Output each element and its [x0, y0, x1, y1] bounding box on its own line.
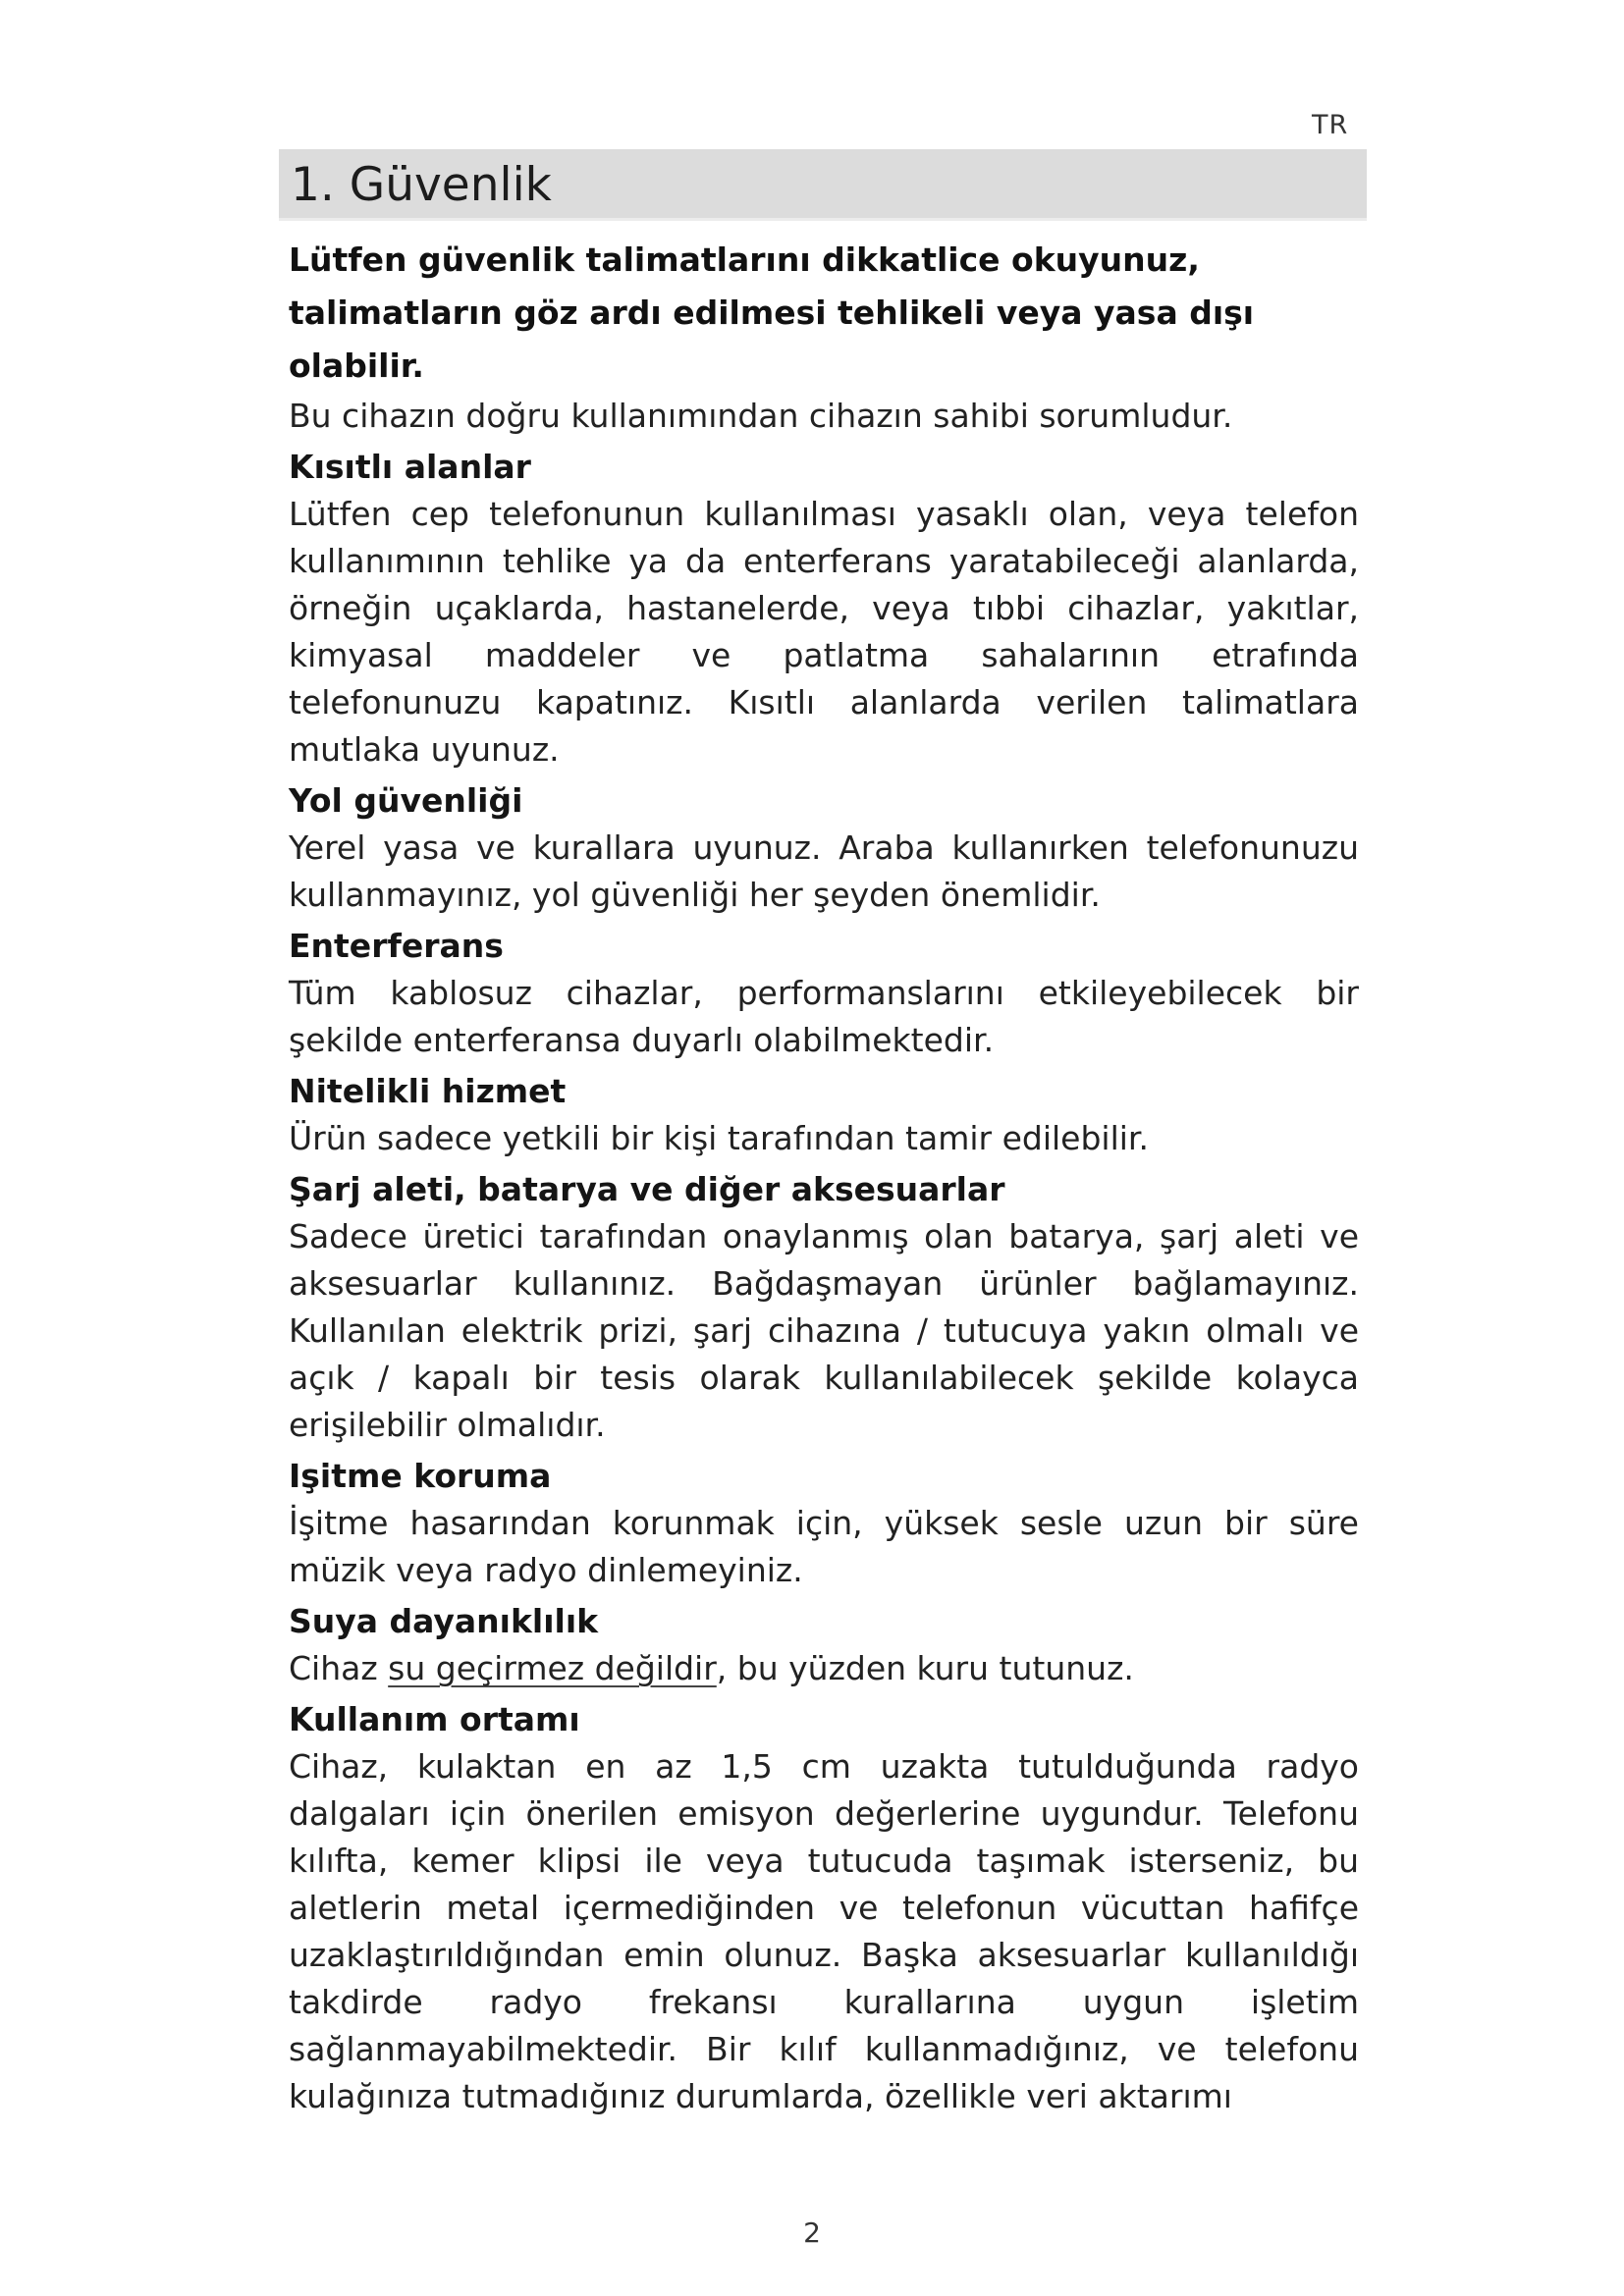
topic-body: Ürün sadece yetkili bir kişi tarafından tamir edilebilir.: [289, 1119, 1149, 1157]
topic-restricted-areas: [289, 444, 1359, 774]
topic-body: Cihaz, kulaktan en az 1,5 cm uzakta tutulduğunda radyo dalgaları için önerilen emisyon değerlerine uygundur. Telefonu kılıfta, kemer klipsi ile veya tutucuda taşımak isterseniz, bu aletlerin metal içermediğinden ve telefonun vücuttan hafifçe uzaklaştırıldığından emin olunuz. Başka aksesuarlar kullanıldığı takdirde radyo frekansı kurallarına uygun işletim sağlanmayabilmektedir. Bir kılıf kullanmadığınız, ve telefonu kulağınıza tutmadığınız durumlarda, özellikle veri aktarımı: [289, 1747, 1359, 2115]
topic-heading: Işitme koruma: [289, 1457, 552, 1495]
topic-body: [289, 1645, 1359, 1692]
intro-warning: Lütfen güvenlik talimatlarını dikkatlice okuyunuz, talimatların göz ardı edilmesi tehlikeli veya yasa dışı olabilir.: [289, 240, 1255, 385]
topic-interference: [289, 923, 1359, 1064]
topic-heading: Kısıtlı alanlar: [289, 448, 531, 486]
topic-heading: Enterferans: [289, 927, 504, 965]
page-body: [289, 234, 1359, 2120]
topic-hearing-protection: [289, 1453, 1359, 1594]
topic-body: Yerel yasa ve kurallara uyunuz. Araba kullanırken telefonunuzu kullanmayınız, yol güvenliği her şeyden önemlidir.: [289, 828, 1359, 914]
topic-heading: Yol güvenliği: [289, 781, 523, 820]
topic-usage-environment: [289, 1696, 1359, 2120]
page-number: 2: [803, 2216, 821, 2249]
topic-heading: Nitelikli hizmet: [289, 1072, 567, 1110]
topic-road-safety: [289, 777, 1359, 919]
body-text-start: Cihaz: [289, 1649, 389, 1687]
topic-heading: Suya dayanıklılık: [289, 1602, 599, 1640]
body-text-end: , bu yüzden kuru tutunuz.: [716, 1649, 1134, 1687]
topic-heading: Kullanım ortamı: [289, 1700, 580, 1738]
topic-body: Lütfen cep telefonunun kullanılması yasaklı olan, veya telefon kullanımının tehlike ya da enterferans yaratabileceği alanlarda, örneğin uçaklarda, hastanelerde, veya tıbbi cihazlar, yakıtlar, kimyasal maddeler ve patlatma sahalarının etrafında telefonunuzu kapatınız. Kısıtlı alanlarda verilen talimatlara mutlaka uyunuz.: [289, 495, 1359, 769]
intro-responsibility: Bu cihazın doğru kullanımından cihazın sahibi sorumludur.: [289, 397, 1233, 435]
topic-body: Tüm kablosuz cihazlar, performanslarını etkileyebilecek bir şekilde enterferansa duyarlı olabilmektedir.: [289, 974, 1359, 1059]
topic-heading: Şarj aleti, batarya ve diğer aksesuarlar: [289, 1170, 1005, 1208]
topic-charger-battery-accessories: [289, 1166, 1359, 1449]
language-code: TR: [1312, 110, 1349, 140]
topic-body: İşitme hasarından korunmak için, yüksek sesle uzun bir süre müzik veya radyo dinlemeyiniz.: [289, 1504, 1359, 1589]
topic-qualified-service: [289, 1068, 1359, 1162]
underlined-phrase: su geçirmez değildir: [388, 1649, 717, 1687]
section-title: 1. Güvenlik: [291, 158, 552, 212]
topic-body: Sadece üretici tarafından onaylanmış olan batarya, şarj aleti ve aksesuarlar kullanınız. Bağdaşmayan ürünler bağlamayınız. Kullanılan elektrik prizi, şarj cihazına / tutucuya yakın olmalı ve açık / kapalı bir tesis olarak kullanılabilecek şekilde kolayca erişilebilir olmalıdır.: [289, 1217, 1359, 1444]
topic-water-resistance: [289, 1598, 1359, 1692]
